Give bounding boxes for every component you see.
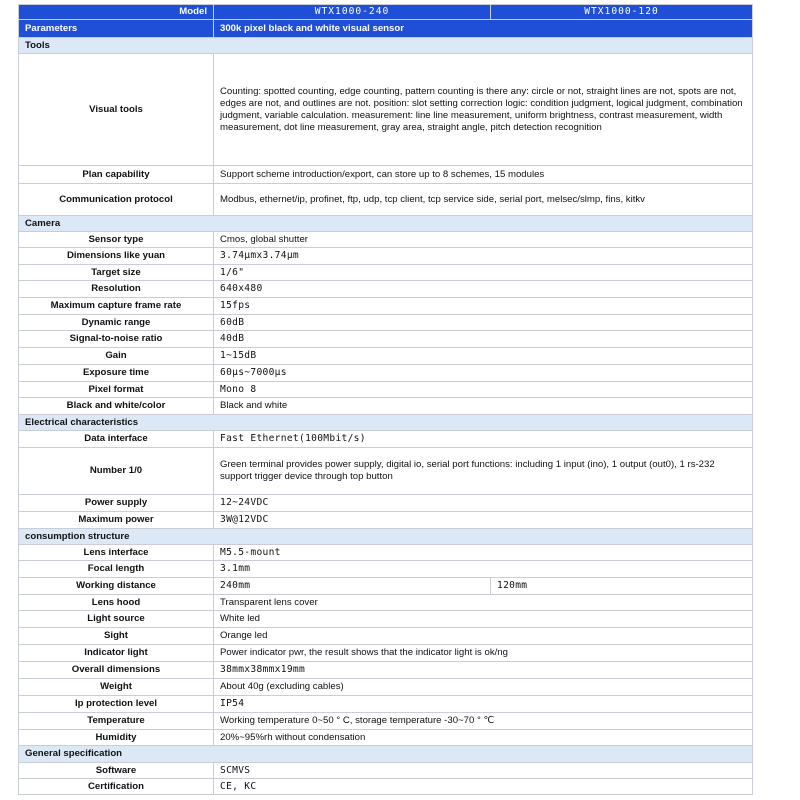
spec-label: Exposure time [19,365,214,382]
section-title: Tools [19,38,753,54]
spec-value: IP54 [214,696,753,713]
spec-value: Orange led [214,628,753,645]
spec-value: Support scheme introduction/export, can store up to 8 schemes, 15 modules [214,166,753,184]
spec-label: Dynamic range [19,315,214,331]
spec-value: Green terminal provides power supply, digital io, serial port functions: including 1 input (ino), 1 output (out0), 1 rs-232 support trigger device through top button [214,448,753,495]
spec-label: Overall dimensions [19,662,214,679]
spec-value: White led [214,611,753,628]
spec-label: Dimensions like yuan [19,248,214,265]
spec-value: About 40g (excluding cables) [214,679,753,696]
spec-value-b: 120mm [491,578,753,595]
spec-label: Lens interface [19,545,214,561]
spec-value: 3.74μmx3.74μm [214,248,753,265]
spec-row [19,54,753,166]
spec-label: Visual tools [19,54,214,166]
spec-value: 640x480 [214,281,753,298]
spec-label: Working distance [19,578,214,595]
model-a: WTX1000-240 [214,5,491,20]
spec-label: Light source [19,611,214,628]
spec-row [19,628,753,645]
spec-row [19,779,753,795]
spec-row [19,561,753,578]
spec-label: Focal length [19,561,214,578]
spec-row [19,315,753,331]
spec-label: Software [19,763,214,779]
spec-label: Certification [19,779,214,795]
spec-row [19,730,753,746]
spec-value: 1~15dB [214,348,753,365]
spec-row [19,382,753,398]
spec-row [19,713,753,730]
spec-value: Mono 8 [214,382,753,398]
spec-table [18,4,753,795]
spec-row [19,578,753,595]
section-general [19,746,753,763]
spec-row [19,265,753,281]
spec-row [19,645,753,662]
spec-value: 12~24VDC [214,495,753,512]
spec-label: Resolution [19,281,214,298]
spec-label: Maximum power [19,512,214,529]
spec-label: Signal-to-noise ratio [19,331,214,348]
section-title: consumption structure [19,529,753,545]
spec-label: Communication protocol [19,184,214,216]
spec-value: Fast Ethernet(100Mbit/s) [214,431,753,448]
spec-row [19,431,753,448]
spec-row [19,495,753,512]
spec-label: Black and white/color [19,398,214,415]
section-title: General specification [19,746,753,763]
spec-label: Lens hood [19,595,214,611]
spec-row [19,348,753,365]
spec-label: Weight [19,679,214,696]
spec-label: Maximum capture frame rate [19,298,214,315]
model-b: WTX1000-120 [491,5,753,20]
spec-value: 60μs~7000μs [214,365,753,382]
section-title: Camera [19,216,753,232]
spec-row [19,545,753,561]
spec-value: 3.1mm [214,561,753,578]
parameters-row [19,20,753,38]
spec-value: CE, KC [214,779,753,795]
spec-label: Indicator light [19,645,214,662]
section-electrical [19,415,753,431]
spec-row [19,512,753,529]
spec-value: M5.5-mount [214,545,753,561]
spec-value: 40dB [214,331,753,348]
spec-value: Black and white [214,398,753,415]
spec-row [19,662,753,679]
spec-label: Temperature [19,713,214,730]
spec-row [19,696,753,713]
spec-row [19,298,753,315]
spec-value: Working temperature 0~50 ° C, storage temperature -30~70 ° ℃ [214,713,753,730]
spec-row [19,448,753,495]
spec-label: Plan capability [19,166,214,184]
spec-row [19,595,753,611]
spec-row [19,763,753,779]
section-structure [19,529,753,545]
spec-row [19,398,753,415]
spec-label: Sensor type [19,232,214,248]
spec-value: SCMVS [214,763,753,779]
section-camera [19,216,753,232]
spec-value: Transparent lens cover [214,595,753,611]
spec-row [19,248,753,265]
spec-row [19,331,753,348]
spec-row [19,611,753,628]
spec-label: Ip protection level [19,696,214,713]
spec-label: Humidity [19,730,214,746]
spec-label: Target size [19,265,214,281]
spec-value: Cmos, global shutter [214,232,753,248]
spec-value: 3W@12VDC [214,512,753,529]
spec-row [19,166,753,184]
spec-value-a: 240mm [214,578,491,595]
spec-label: Data interface [19,431,214,448]
spec-label: Power supply [19,495,214,512]
spec-value: 20%~95%rh without condensation [214,730,753,746]
spec-label: Number 1/0 [19,448,214,495]
spec-row [19,281,753,298]
spec-row [19,232,753,248]
sensor-description: 300k pixel black and white visual sensor [214,20,753,38]
spec-value: Modbus, ethernet/ip, profinet, ftp, udp, tcp client, tcp service side, serial port, melsec/slmp, fins, kitkv [214,184,753,216]
model-label: Model [19,5,214,20]
spec-value: Counting: spotted counting, edge counting, pattern counting is there any: circle or not, straight lines are not, spots are not, edges are not, and outlines are not. position: slot setting correction logic: condition judgment, logical judgment, combination judgment, variable calculation. measurement: line line measurement, uniform brightness, contrast measurement, width measurement, dot line measurement, gray area, straight angle, pitch detection recognition [214,54,753,166]
parameters-label: Parameters [19,20,214,38]
spec-row [19,184,753,216]
spec-value: 38mmx38mmx19mm [214,662,753,679]
spec-value: 1/6" [214,265,753,281]
spec-value: 60dB [214,315,753,331]
spec-value: Power indicator pwr, the result shows that the indicator light is ok/ng [214,645,753,662]
spec-label: Pixel format [19,382,214,398]
spec-value: 15fps [214,298,753,315]
spec-row [19,365,753,382]
spec-row [19,679,753,696]
spec-label: Sight [19,628,214,645]
section-tools [19,38,753,54]
spec-label: Gain [19,348,214,365]
model-row [19,5,753,20]
section-title: Electrical characteristics [19,415,753,431]
